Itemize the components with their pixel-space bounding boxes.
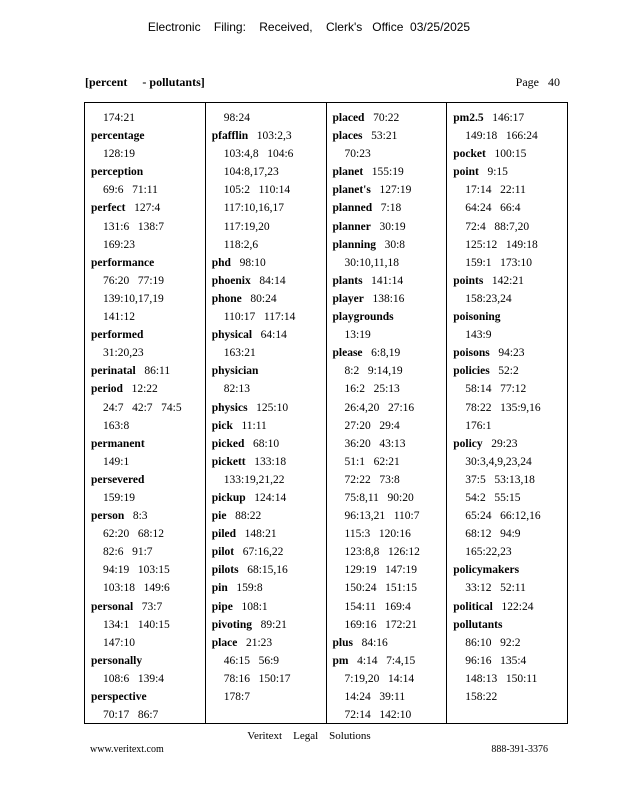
index-references: 154:11 169:4 — [344, 600, 411, 613]
index-range: [percent - pollutants] — [85, 75, 205, 89]
index-references: 104:8,17,23 — [223, 166, 279, 179]
index-entry — [453, 598, 567, 616]
index-references: 33:12 52:11 — [465, 582, 526, 595]
index-entry — [91, 127, 205, 145]
index-entry — [91, 326, 205, 344]
index-references: 169:16 172:21 — [344, 618, 418, 631]
index-term: political — [453, 600, 493, 613]
index-reference: 138:16 — [372, 292, 405, 305]
index-references: 143:9 — [465, 329, 492, 342]
index-reference: 142:21 — [491, 274, 524, 287]
index-reference: 68:10 — [252, 437, 280, 450]
index-reference: 108:1 — [241, 600, 268, 613]
index-reference: 127:4 — [134, 202, 161, 215]
index-entry — [212, 525, 326, 543]
index-reference: 4:14 7:4,15 — [357, 654, 416, 667]
index-reference: 89:21 — [260, 618, 287, 631]
index-reference: 124:14 — [254, 491, 287, 504]
index-entry — [453, 435, 567, 453]
index-references: 123:8,8 126:12 — [344, 546, 420, 559]
index-entry — [333, 634, 447, 652]
index-references: 134:1 140:15 — [103, 618, 170, 631]
index-term: pfafflin — [211, 130, 249, 143]
index-term: points — [453, 274, 484, 287]
index-references: 176:1 — [465, 419, 492, 432]
index-references: 64:24 66:4 — [465, 202, 521, 215]
index-term: planning — [332, 238, 376, 251]
index-entry — [453, 163, 567, 181]
filing-stamp: Electronic Filing: Received, Clerk's Office 03/25/2025 — [147, 20, 471, 34]
index-reference: 125:10 — [256, 401, 289, 414]
index-entry — [333, 199, 447, 217]
index-entry — [91, 471, 205, 489]
index-entry — [453, 616, 567, 634]
index-term: perfect — [91, 202, 126, 215]
index-entry — [212, 127, 326, 145]
index-references: 103:4,8 104:6 — [223, 148, 294, 161]
index-term: pipe — [211, 600, 233, 613]
index-references: 82:13 — [223, 383, 250, 396]
index-entry — [333, 218, 447, 236]
index-reference: 155:19 — [371, 166, 404, 179]
index-entry — [212, 362, 326, 380]
index-entry — [91, 199, 205, 217]
index-references: 51:1 62:21 — [344, 455, 400, 468]
index-term: piled — [211, 528, 237, 541]
index-term: pilots — [211, 564, 239, 577]
index-references: 141:12 — [103, 311, 135, 324]
index-references: 82:6 91:7 — [103, 546, 153, 559]
index-entry — [212, 272, 326, 290]
index-term: perinatal — [91, 365, 136, 378]
index-term: pm — [332, 654, 349, 667]
index-reference: 80:24 — [250, 292, 277, 305]
index-references: 86:10 92:2 — [465, 636, 521, 649]
index-entry — [91, 652, 205, 670]
index-entry — [333, 163, 447, 181]
index-references: 118:2,6 — [223, 238, 259, 251]
index-term: places — [332, 130, 363, 143]
index-entry — [212, 326, 326, 344]
index-entry — [212, 561, 326, 579]
index-references: 75:8,11 90:20 — [344, 491, 414, 504]
index-reference: 86:11 — [144, 365, 171, 378]
index-entry — [333, 308, 447, 326]
index-entry — [453, 344, 567, 362]
index-reference: 21:23 — [245, 636, 273, 649]
index-reference: 53:21 — [371, 130, 398, 143]
index-term: playgrounds — [332, 311, 394, 324]
index-entry — [91, 254, 205, 272]
index-references: 72:22 73:8 — [344, 473, 400, 486]
index-term: phone — [211, 292, 242, 305]
index-reference: 52:2 — [498, 365, 519, 378]
index-entry — [212, 453, 326, 471]
index-references: 16:2 25:13 — [344, 383, 400, 396]
index-references: 24:7 42:7 74:5 — [103, 401, 182, 414]
index-references: 58:14 77:12 — [465, 383, 527, 396]
index-references: 129:19 147:19 — [344, 564, 418, 577]
index-references: 178:7 — [223, 691, 250, 703]
index-entry — [212, 254, 326, 272]
index-term: plants — [332, 274, 363, 287]
index-entry — [212, 634, 326, 652]
index-references: 70:23 — [344, 148, 371, 161]
footer-company: Veritext Legal Solutions — [247, 730, 371, 742]
index-references: 8:2 9:14,19 — [344, 365, 403, 378]
index-term: permanent — [91, 437, 145, 450]
word-index-table — [84, 102, 568, 724]
index-references: 105:2 110:14 — [223, 184, 291, 197]
index-term: please — [332, 347, 363, 360]
index-references: 13:19 — [344, 329, 371, 342]
index-term: plus — [332, 636, 353, 649]
index-references: 78:16 150:17 — [223, 672, 291, 685]
index-term: pickett — [211, 455, 246, 468]
index-references: 115:3 120:16 — [344, 528, 411, 541]
index-entry — [212, 489, 326, 507]
index-reference: 30:19 — [379, 220, 406, 233]
index-entry — [333, 290, 447, 308]
index-reference: 67:16,22 — [242, 546, 284, 559]
index-entry — [333, 652, 447, 670]
index-references: 169:23 — [103, 238, 135, 251]
footer-phone: 888-391-3376 — [491, 744, 548, 755]
index-term: physician — [211, 365, 259, 378]
index-term: pm2.5 — [453, 112, 484, 124]
index-term: pin — [211, 582, 228, 595]
index-entry — [91, 688, 205, 706]
index-entry — [453, 145, 567, 163]
index-references: 78:22 135:9,16 — [465, 401, 541, 414]
index-references: 14:24 39:11 — [344, 691, 406, 703]
index-reference: 88:22 — [235, 510, 262, 523]
index-references: 139:10,17,19 — [103, 292, 164, 305]
index-term: pocket — [453, 148, 486, 161]
index-references: 76:20 77:19 — [103, 274, 165, 287]
index-entry — [333, 181, 447, 199]
index-column-3 — [327, 103, 448, 723]
index-references: 98:24 — [223, 112, 250, 124]
index-reference: 64:14 — [260, 329, 287, 342]
index-term: performance — [91, 256, 155, 269]
index-references: 69:6 71:11 — [103, 184, 158, 197]
index-term: physical — [211, 329, 253, 342]
index-term: policy — [453, 437, 483, 450]
index-reference: 146:17 — [492, 112, 525, 124]
index-term: poisons — [453, 347, 490, 360]
index-references: 96:13,21 110:7 — [344, 510, 420, 523]
index-entry — [212, 417, 326, 435]
index-term: policies — [453, 365, 490, 378]
index-entry — [453, 109, 567, 127]
index-column-4 — [447, 103, 567, 723]
index-entry — [212, 543, 326, 561]
index-entry — [212, 598, 326, 616]
index-entry — [212, 579, 326, 597]
index-references: 30:10,11,18 — [344, 256, 400, 269]
index-references: 159:19 — [103, 491, 135, 504]
index-column-2 — [206, 103, 327, 723]
index-references: 72:14 142:10 — [344, 709, 412, 722]
index-entry — [453, 308, 567, 326]
index-term: policymakers — [453, 564, 520, 577]
index-term: picked — [211, 437, 245, 450]
index-column-1 — [85, 103, 206, 723]
index-entry — [453, 362, 567, 380]
index-term: pie — [211, 510, 227, 523]
index-references: 149:1 — [103, 455, 130, 468]
index-entry — [333, 109, 447, 127]
index-references: 165:22,23 — [465, 546, 512, 559]
index-references: 158:22 — [465, 691, 498, 703]
index-references: 27:20 29:4 — [344, 419, 400, 432]
index-term: period — [91, 383, 123, 396]
index-references: 148:13 150:11 — [465, 672, 538, 685]
index-entry — [333, 236, 447, 254]
index-term: physics — [211, 401, 248, 414]
index-term: phd — [211, 256, 231, 269]
index-entry — [212, 435, 326, 453]
index-references: 163:21 — [223, 347, 256, 360]
index-references: 147:10 — [103, 636, 135, 649]
index-entry — [453, 561, 567, 579]
index-references: 31:20,23 — [103, 347, 144, 360]
index-term: pickup — [211, 491, 246, 504]
index-term: place — [211, 636, 238, 649]
index-term: pilot — [211, 546, 235, 559]
index-term: poisoning — [453, 311, 501, 324]
index-references: 108:6 139:4 — [103, 672, 165, 685]
index-references: 7:19,20 14:14 — [344, 672, 415, 685]
index-term: perspective — [91, 691, 147, 703]
index-references: 26:4,20 27:16 — [344, 401, 415, 414]
index-reference: 98:10 — [239, 256, 266, 269]
index-term: perception — [91, 166, 144, 179]
index-entry — [212, 399, 326, 417]
index-entry — [333, 344, 447, 362]
index-references: 174:21 — [103, 112, 135, 124]
index-entry — [453, 272, 567, 290]
index-term: planner — [332, 220, 371, 233]
index-entry — [212, 616, 326, 634]
page-number: Page 40 — [515, 75, 560, 89]
index-reference: 70:22 — [373, 112, 400, 124]
index-term: pollutants — [453, 618, 503, 631]
index-reference: 103:2,3 — [256, 130, 292, 143]
index-references: 159:1 173:10 — [465, 256, 533, 269]
index-reference: 7:18 — [380, 202, 402, 215]
index-references: 158:23,24 — [465, 292, 512, 305]
index-references: 149:18 166:24 — [465, 130, 538, 143]
index-reference: 30:8 — [384, 238, 406, 251]
index-entry — [91, 163, 205, 181]
index-references: 117:10,16,17 — [223, 202, 285, 215]
index-references: 46:15 56:9 — [223, 654, 280, 667]
index-entry — [212, 290, 326, 308]
index-term: pivoting — [211, 618, 253, 631]
index-entry — [91, 507, 205, 525]
index-references: 133:19,21,22 — [223, 473, 285, 486]
index-references: 131:6 138:7 — [103, 220, 165, 233]
index-entry — [333, 127, 447, 145]
index-term: planet's — [332, 184, 371, 197]
index-references: 163:8 — [103, 419, 130, 432]
index-reference: 94:23 — [498, 347, 525, 360]
index-reference: 8:3 — [132, 510, 148, 523]
index-term: percentage — [91, 130, 145, 143]
index-references: 110:17 117:14 — [223, 311, 296, 324]
index-references: 72:4 88:7,20 — [465, 220, 530, 233]
index-entry — [91, 380, 205, 398]
index-reference: 122:24 — [501, 600, 534, 613]
index-term: placed — [332, 112, 365, 124]
index-references: 30:3,4,9,23,24 — [465, 455, 532, 468]
index-entry — [212, 507, 326, 525]
index-reference: 159:8 — [236, 582, 263, 595]
index-term: person — [91, 510, 125, 523]
index-term: player — [332, 292, 364, 305]
index-reference: 9:15 — [487, 166, 508, 179]
index-term: personal — [91, 600, 134, 613]
index-references: 36:20 43:13 — [344, 437, 406, 450]
index-term: pick — [211, 419, 233, 432]
index-references: 103:18 149:6 — [103, 582, 170, 595]
index-references: 54:2 55:15 — [465, 491, 521, 504]
index-term: point — [453, 166, 479, 179]
index-reference: 127:19 — [379, 184, 412, 197]
footer-website: www.veritext.com — [90, 744, 164, 755]
index-term: phoenix — [211, 274, 251, 287]
index-references: 62:20 68:12 — [103, 528, 165, 541]
index-entry — [91, 362, 205, 380]
index-reference: 6:8,19 — [371, 347, 401, 360]
index-term: persevered — [91, 473, 145, 486]
index-reference: 133:18 — [254, 455, 287, 468]
index-references: 70:17 86:7 — [103, 709, 159, 722]
index-reference: 73:7 — [141, 600, 163, 613]
index-reference: 11:11 — [241, 419, 267, 432]
index-references: 37:5 53:13,18 — [465, 473, 535, 486]
index-references: 65:24 66:12,16 — [465, 510, 541, 523]
index-references: 128:19 — [103, 148, 135, 161]
index-reference: 84:14 — [259, 274, 286, 287]
index-reference: 12:22 — [131, 383, 158, 396]
index-term: planet — [332, 166, 364, 179]
index-references: 117:19,20 — [223, 220, 270, 233]
index-references: 125:12 149:18 — [465, 238, 538, 251]
index-term: personally — [91, 654, 143, 667]
index-reference: 84:16 — [361, 636, 388, 649]
index-references: 150:24 151:15 — [344, 582, 418, 595]
index-entry — [91, 435, 205, 453]
index-reference: 141:14 — [371, 274, 404, 287]
index-references: 68:12 94:9 — [465, 528, 521, 541]
index-reference: 29:23 — [491, 437, 518, 450]
index-entry — [91, 598, 205, 616]
index-entry — [333, 272, 447, 290]
index-reference: 148:21 — [244, 528, 277, 541]
index-references: 96:16 135:4 — [465, 654, 527, 667]
index-references: 17:14 22:11 — [465, 184, 526, 197]
index-reference: 100:15 — [494, 148, 527, 161]
index-term: planned — [332, 202, 373, 215]
index-references: 94:19 103:15 — [103, 564, 170, 577]
index-reference: 68:15,16 — [247, 564, 288, 577]
index-term: performed — [91, 329, 144, 342]
